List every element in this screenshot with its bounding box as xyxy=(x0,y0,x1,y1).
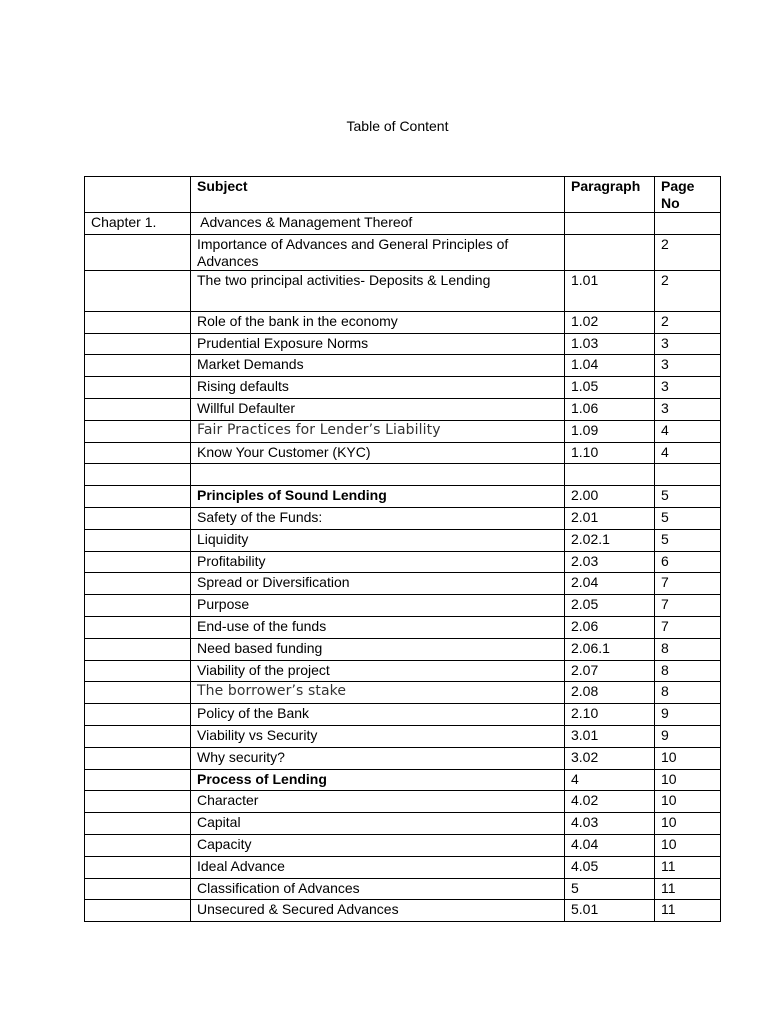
row-page: 10 xyxy=(655,747,721,769)
row-page: 10 xyxy=(655,834,721,856)
row-blank-cell xyxy=(85,638,191,660)
row-subject: Classification of Advances xyxy=(191,878,565,900)
row-paragraph: 1.06 xyxy=(565,398,655,420)
row-blank-cell xyxy=(85,311,191,333)
table-row xyxy=(85,813,721,835)
table-row xyxy=(85,507,721,529)
table-row xyxy=(85,769,721,791)
row-blank-cell xyxy=(85,377,191,399)
row-blank-cell xyxy=(85,398,191,420)
chapter-row xyxy=(85,213,721,235)
row-page: 5 xyxy=(655,507,721,529)
row-subject: Spread or Diversification xyxy=(191,573,565,595)
row-subject: Prudential Exposure Norms xyxy=(191,333,565,355)
header-chapter-cell xyxy=(85,177,191,213)
row-page: 3 xyxy=(655,398,721,420)
row-subject: Safety of the Funds: xyxy=(191,507,565,529)
chapter-paragraph xyxy=(565,213,655,235)
row-paragraph: 1.01 xyxy=(565,270,655,311)
row-paragraph: 2.10 xyxy=(565,704,655,726)
row-page: 8 xyxy=(655,638,721,660)
toc-table xyxy=(84,176,721,922)
row-subject: Market Demands xyxy=(191,355,565,377)
row-subject: Capacity xyxy=(191,834,565,856)
row-paragraph: 2.07 xyxy=(565,660,655,682)
header-page-no xyxy=(655,177,721,213)
table-row xyxy=(85,900,721,922)
row-page: 7 xyxy=(655,616,721,638)
row-page: 2 xyxy=(655,234,721,270)
row-page: 3 xyxy=(655,333,721,355)
row-page: 5 xyxy=(655,486,721,508)
row-subject: Viability of the project xyxy=(191,660,565,682)
row-subject: Rising defaults xyxy=(191,377,565,399)
row-blank-cell xyxy=(85,704,191,726)
table-row xyxy=(85,486,721,508)
row-blank-cell xyxy=(85,551,191,573)
row-page: 10 xyxy=(655,813,721,835)
table-row xyxy=(85,616,721,638)
row-blank-cell xyxy=(85,333,191,355)
table-row xyxy=(85,573,721,595)
table-row xyxy=(85,725,721,747)
row-subject: Need based funding xyxy=(191,638,565,660)
table-row xyxy=(85,377,721,399)
table-row xyxy=(85,355,721,377)
row-blank-cell xyxy=(85,442,191,464)
row-subject: The two principal activities- Deposits & Lending xyxy=(191,270,565,311)
row-paragraph: 3.01 xyxy=(565,725,655,747)
row-blank-cell xyxy=(85,834,191,856)
row-page: 10 xyxy=(655,791,721,813)
table-row-empty xyxy=(85,464,721,486)
table-row xyxy=(85,856,721,878)
row-blank-cell xyxy=(85,420,191,442)
table-row xyxy=(85,595,721,617)
row-paragraph: 1.04 xyxy=(565,355,655,377)
row-paragraph: 1.09 xyxy=(565,420,655,442)
row-blank-cell xyxy=(85,747,191,769)
table-row xyxy=(85,398,721,420)
row-subject: Know Your Customer (KYC) xyxy=(191,442,565,464)
table-row xyxy=(85,333,721,355)
section-heading: Process of Lending xyxy=(191,769,565,791)
row-page: 11 xyxy=(655,856,721,878)
row-paragraph: 2.05 xyxy=(565,595,655,617)
row-blank-cell xyxy=(85,856,191,878)
table-row xyxy=(85,704,721,726)
row-subject: Character xyxy=(191,791,565,813)
table-row xyxy=(85,234,721,270)
row-paragraph: 4 xyxy=(565,769,655,791)
row-subject: Importance of Advances and General Principles of Advances xyxy=(191,234,565,270)
row-blank-cell xyxy=(85,270,191,311)
row-subject: Capital xyxy=(191,813,565,835)
table-row xyxy=(85,682,721,704)
row-paragraph: 4.05 xyxy=(565,856,655,878)
row-page: 9 xyxy=(655,725,721,747)
row-paragraph xyxy=(565,464,655,486)
row-subject xyxy=(191,464,565,486)
row-paragraph: 4.04 xyxy=(565,834,655,856)
row-page: 2 xyxy=(655,311,721,333)
row-paragraph: 3.02 xyxy=(565,747,655,769)
row-blank-cell xyxy=(85,900,191,922)
table-row xyxy=(85,311,721,333)
row-page: 8 xyxy=(655,660,721,682)
table-row xyxy=(85,529,721,551)
row-paragraph: 2.04 xyxy=(565,573,655,595)
row-page: 9 xyxy=(655,704,721,726)
row-paragraph: 1.02 xyxy=(565,311,655,333)
row-paragraph: 2.02.1 xyxy=(565,529,655,551)
table-row xyxy=(85,834,721,856)
chapter-page xyxy=(655,213,721,235)
row-paragraph: 5.01 xyxy=(565,900,655,922)
row-subject: Why security? xyxy=(191,747,565,769)
row-subject: Viability vs Security xyxy=(191,725,565,747)
row-subject: End-use of the funds xyxy=(191,616,565,638)
row-blank-cell xyxy=(85,595,191,617)
row-blank-cell xyxy=(85,769,191,791)
row-subject: Purpose xyxy=(191,595,565,617)
row-paragraph: 2.08 xyxy=(565,682,655,704)
row-blank-cell xyxy=(85,660,191,682)
row-blank-cell xyxy=(85,725,191,747)
row-blank-cell xyxy=(85,573,191,595)
table-row xyxy=(85,791,721,813)
row-subject: Liquidity xyxy=(191,529,565,551)
row-subject: Profitability xyxy=(191,551,565,573)
row-paragraph: 1.05 xyxy=(565,377,655,399)
table-row xyxy=(85,551,721,573)
chapter-title: Advances & Management Thereof xyxy=(191,213,565,235)
table-row xyxy=(85,878,721,900)
row-paragraph: 4.02 xyxy=(565,791,655,813)
row-blank-cell xyxy=(85,791,191,813)
row-page: 7 xyxy=(655,573,721,595)
row-blank-cell xyxy=(85,234,191,270)
row-paragraph: 2.00 xyxy=(565,486,655,508)
row-page: 2 xyxy=(655,270,721,311)
header-subject: Subject xyxy=(191,177,565,213)
table-row xyxy=(85,660,721,682)
table-row xyxy=(85,747,721,769)
row-page: 6 xyxy=(655,551,721,573)
row-page: 7 xyxy=(655,595,721,617)
row-paragraph: 2.03 xyxy=(565,551,655,573)
page-title: Table of Content xyxy=(346,118,449,134)
table-row xyxy=(85,270,721,311)
table-row xyxy=(85,638,721,660)
row-page: 8 xyxy=(655,682,721,704)
row-blank-cell xyxy=(85,355,191,377)
section-heading: Principles of Sound Lending xyxy=(191,486,565,508)
row-blank-cell xyxy=(85,813,191,835)
row-subject: Fair Practices for Lender’s Liability xyxy=(191,420,565,442)
row-page: 10 xyxy=(655,769,721,791)
row-page: 11 xyxy=(655,900,721,922)
row-page: 3 xyxy=(655,355,721,377)
header-page-line1: Page xyxy=(661,178,695,194)
row-page: 4 xyxy=(655,442,721,464)
row-paragraph: 2.06.1 xyxy=(565,638,655,660)
header-page-line2: No xyxy=(661,195,680,211)
row-paragraph: 1.03 xyxy=(565,333,655,355)
row-subject: Unsecured & Secured Advances xyxy=(191,900,565,922)
row-subject: Role of the bank in the economy xyxy=(191,311,565,333)
chapter-label: Chapter 1. xyxy=(85,213,191,235)
row-blank-cell xyxy=(85,682,191,704)
header-paragraph: Paragraph xyxy=(565,177,655,213)
row-blank-cell xyxy=(85,464,191,486)
row-subject: The borrower’s stake xyxy=(191,682,565,704)
row-paragraph: 5 xyxy=(565,878,655,900)
row-blank-cell xyxy=(85,616,191,638)
row-page: 11 xyxy=(655,878,721,900)
table-header-row xyxy=(85,177,721,213)
row-paragraph: 2.06 xyxy=(565,616,655,638)
row-paragraph xyxy=(565,234,655,270)
row-page xyxy=(655,464,721,486)
row-blank-cell xyxy=(85,507,191,529)
row-blank-cell xyxy=(85,878,191,900)
row-paragraph: 2.01 xyxy=(565,507,655,529)
row-page: 3 xyxy=(655,377,721,399)
row-subject: Ideal Advance xyxy=(191,856,565,878)
row-blank-cell xyxy=(85,529,191,551)
table-row xyxy=(85,442,721,464)
row-blank-cell xyxy=(85,486,191,508)
row-subject: Willful Defaulter xyxy=(191,398,565,420)
table-row xyxy=(85,420,721,442)
row-subject: Policy of the Bank xyxy=(191,704,565,726)
row-paragraph: 1.10 xyxy=(565,442,655,464)
row-page: 4 xyxy=(655,420,721,442)
row-paragraph: 4.03 xyxy=(565,813,655,835)
row-page: 5 xyxy=(655,529,721,551)
